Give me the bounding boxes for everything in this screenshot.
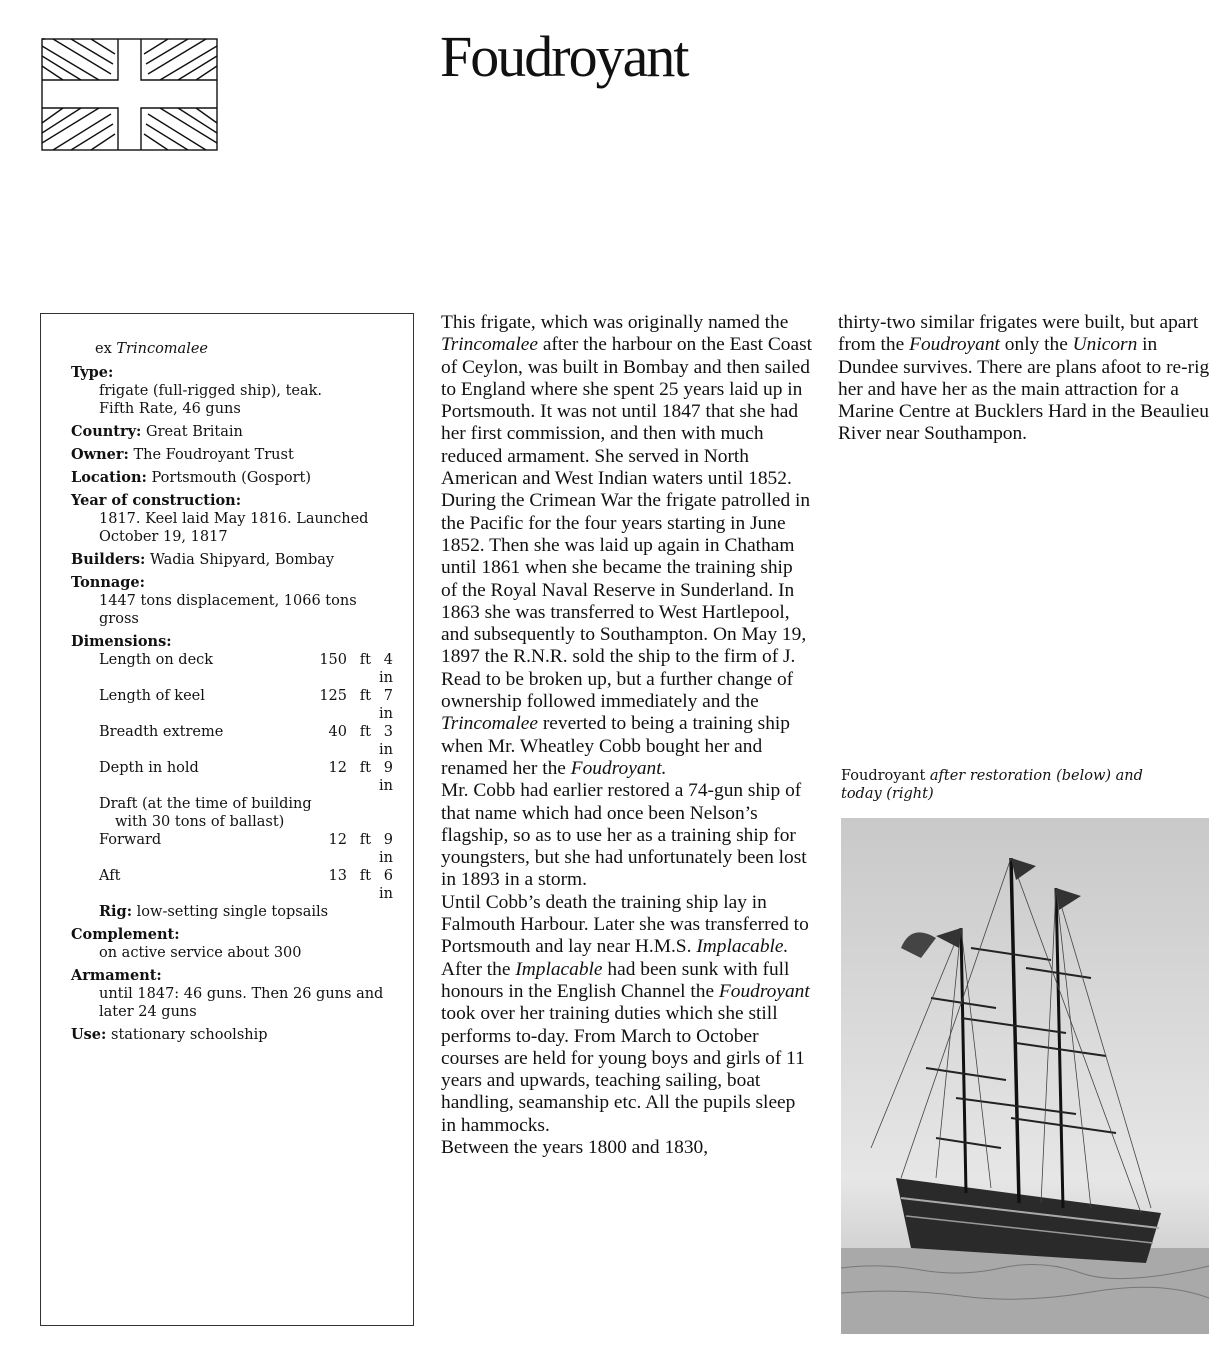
article-paragraph: Until Cobb’s death the training ship lay in Falmouth Harbour. Later she was transferred to Portsmouth and lay near H.M.S. Implacable. After the Implacable had been sunk with full honours in the English Channel the Foudroyant took over her training duties which she still performs to-day. From March to October courses are held for young boys and girls of 11 years and upwards, teaching sailing, boat handling, seamanship etc. All the pupils sleep in hammocks. — [441, 891, 810, 1136]
article-paragraph: Between the years 1800 and 1830, — [441, 1136, 709, 1158]
page-title: Foudroyant — [440, 24, 688, 89]
fact-year — [71, 492, 403, 546]
article-column-2 — [838, 312, 1210, 446]
fact-rig-value: low-setting single topsails — [136, 904, 329, 920]
caption-text-2: today (right) — [841, 786, 934, 802]
fact-use-value: stationary schoolship — [111, 1027, 268, 1043]
fact-location-value: Portsmouth (Gosport) — [151, 470, 312, 486]
draft-row — [71, 831, 403, 867]
article-column-1 — [441, 312, 813, 1159]
dimension-feet: 150 — [319, 652, 347, 668]
caption-ship-name: Foudroyant — [841, 768, 926, 784]
dimension-row — [71, 687, 403, 723]
union-jack-flag-icon — [41, 38, 218, 151]
draft-note-1: Draft (at the time of building — [99, 796, 312, 812]
draft-name: Forward — [99, 832, 162, 848]
fact-year-value-1: 1817. Keel laid May 1816. Launched — [99, 511, 369, 527]
draft-feet-unit: ft — [359, 868, 371, 884]
fact-use — [71, 1026, 403, 1044]
dimension-feet-unit: ft — [359, 652, 371, 668]
dimension-row — [71, 723, 403, 759]
dimension-inches: 7 in — [379, 688, 393, 722]
dimension-name: Length of keel — [99, 688, 205, 704]
former-name — [71, 340, 403, 358]
article-paragraph: thirty-two similar frigates were built, but apart from the Foudroyant only the Unicorn in Dundee survives. There are plans afoot to re-rig her and have her as the main attraction for a Marine Centre at Bucklers Hard in the Beaulieu River near Southampon. — [838, 312, 1210, 445]
caption-text-1: after restoration (below) and — [929, 768, 1143, 784]
fact-location — [71, 469, 403, 487]
dimension-feet: 125 — [319, 688, 347, 704]
fact-complement-value: on active service about 300 — [99, 945, 302, 961]
draft-feet-unit: ft — [359, 832, 371, 848]
fact-country-label: Country: — [71, 423, 142, 440]
former-name-value: Trincomalee — [116, 341, 208, 357]
former-name-prefix: ex — [95, 341, 112, 357]
fact-country — [71, 423, 403, 441]
fact-type-value-2: Fifth Rate, 46 guns — [99, 401, 241, 417]
article-paragraph: This frigate, which was originally named the Trincomalee after the harbour on the East Coast of Ceylon, was built in Bombay and then sailed to England where she spent 25 years laid up in Portsmouth. It was not until 1847 that she had her first commission, and then with much reduced armament. She served in North American and West Indian waters until 1852. During the Crimean War the frigate patrolled in the Pacific for the four years starting in June 1852. Then she was laid up again in Chatham until 1861 when she became the training ship of the Royal Naval Reserve in Sunderland. In 1863 she was transferred to West Hartlepool, and subsequently to Southampton. On May 19, 1897 the R.N.R. sold the ship to the firm of J. Read to be broken up, but a further change of ownership followed immediately and the Trincomalee reverted to being a training ship when Mr. Wheatley Cobb bought her and renamed her the Foudroyant. — [441, 312, 813, 779]
fact-tonnage — [71, 574, 403, 628]
fact-dimensions-label: Dimensions: — [71, 633, 172, 650]
dimension-inches: 3 in — [379, 724, 393, 758]
draft-name: Aft — [99, 868, 121, 884]
draft-note-2: with 30 tons of ballast) — [115, 814, 285, 830]
fact-armament-label: Armament: — [71, 967, 162, 984]
dimension-feet-unit: ft — [359, 760, 371, 776]
fact-use-label: Use: — [71, 1026, 107, 1043]
dimension-feet: 12 — [328, 760, 347, 776]
article-paragraph: Mr. Cobb had earlier restored a 74-gun ship of that name which had once been Nelson’s flagship, so as to use her as a training ship for youngsters, but she had unfortunately been lost in 1893 in a storm. — [441, 780, 807, 891]
fact-rig — [71, 903, 403, 921]
draft-feet: 13 — [328, 868, 347, 884]
draft-feet: 12 — [328, 832, 347, 848]
fact-type — [71, 364, 403, 418]
dimension-name: Length on deck — [99, 652, 214, 668]
dimension-name: Breadth extreme — [99, 724, 224, 740]
fact-complement-label: Complement: — [71, 926, 180, 943]
dimension-inches: 9 in — [379, 760, 393, 794]
ship-illustration-icon — [841, 818, 1209, 1334]
fact-tonnage-label: Tonnage: — [71, 574, 145, 591]
fact-rig-label: Rig: — [99, 903, 133, 920]
fact-owner-label: Owner: — [71, 446, 129, 463]
fact-builders-value: Wadia Shipyard, Bombay — [149, 552, 335, 568]
fact-builders-label: Builders: — [71, 551, 146, 568]
fact-type-value-1: frigate (full-rigged ship), teak. — [99, 383, 323, 399]
fact-year-value-2: October 19, 1817 — [99, 529, 228, 545]
fact-owner — [71, 446, 403, 464]
draft-row — [71, 867, 403, 903]
fact-builders — [71, 551, 403, 569]
dimension-feet-unit: ft — [359, 688, 371, 704]
draft-inches: 9 in — [379, 832, 393, 866]
dimension-row — [71, 651, 403, 687]
dimension-name: Depth in hold — [99, 760, 199, 776]
fact-armament-value-2: later 24 guns — [99, 1004, 197, 1020]
dimension-inches: 4 in — [379, 652, 393, 686]
dimension-row — [71, 759, 403, 795]
fact-type-label: Type: — [71, 364, 114, 381]
fact-armament — [71, 967, 403, 1021]
fact-country-value: Great Britain — [146, 424, 243, 440]
fact-complement — [71, 926, 403, 962]
dimension-feet-unit: ft — [359, 724, 371, 740]
draft-inches: 6 in — [379, 868, 393, 902]
fact-owner-value: The Foudroyant Trust — [133, 447, 294, 463]
fact-tonnage-value-2: gross — [99, 611, 139, 627]
fact-dimensions — [71, 633, 403, 921]
fact-year-label: Year of construction: — [71, 492, 242, 509]
ship-facts-box — [40, 313, 414, 1326]
photo-caption — [841, 767, 1181, 803]
dimension-feet: 40 — [328, 724, 347, 740]
fact-armament-value-1: until 1847: 46 guns. Then 26 guns and — [99, 986, 384, 1002]
fact-location-label: Location: — [71, 469, 147, 486]
fact-tonnage-value-1: 1447 tons displacement, 1066 tons — [99, 593, 357, 609]
